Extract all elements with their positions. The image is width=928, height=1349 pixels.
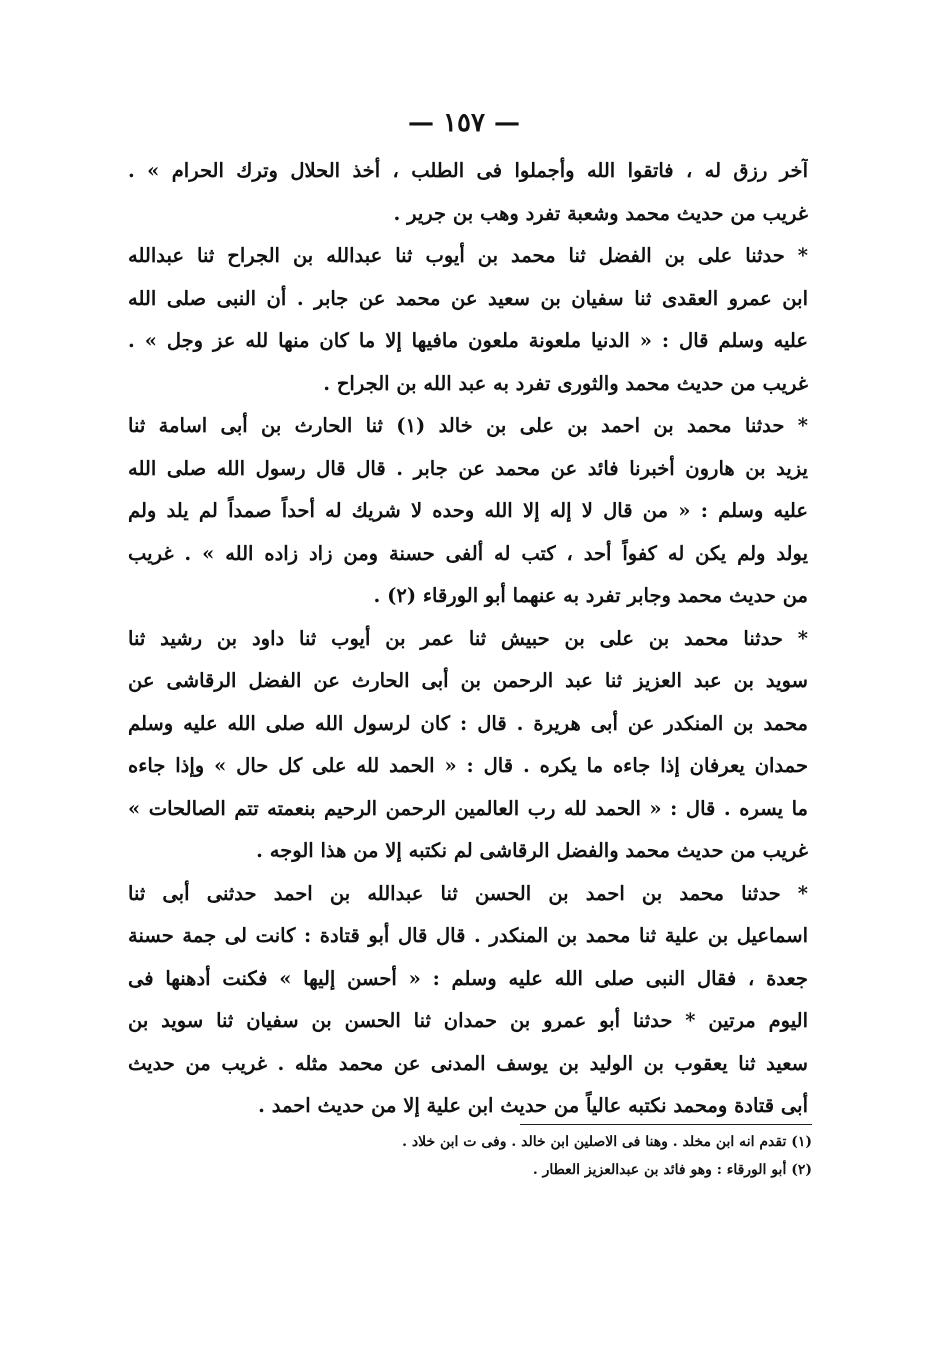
footnote: (٢) أبو الورقاء : وهو فائد بن عبدالعزيز العطار . [532, 1162, 812, 1178]
text-line: يولد ولم يكن له كفواً أحد ، كتب له ألفى حسنة ومن زاد زاده الله » . غريب [128, 541, 808, 565]
text-line: غريب من حديث محمد والفضل الرقاشى لم نكتبه إلا من هذا الوجه . [256, 839, 808, 862]
text-line: جعدة ، فقال النبى صلى الله عليه وسلم : « أحسن إليها » فكنت أدهنها فى [128, 966, 808, 990]
text-line: عليه وسلم قال : « الدنيا ملعونة ملعون مافيها إلا ما كان منها لله عز وجل » . [128, 329, 808, 352]
text-line: ابن عمرو العقدى ثنا سفيان بن سعيد عن محمد عن جابر . أن النبى صلى الله [128, 286, 808, 310]
text-line: * حدثنا على بن الفضل ثنا محمد بن أيوب ثنا عبدالله بن الجراح ثنا عبدالله [128, 244, 808, 267]
footnote-divider [520, 1124, 812, 1125]
text-line: غريب من حديث محمد وشعبة تفرد وهب بن جرير . [393, 201, 808, 225]
text-line: اسماعيل بن علية ثنا محمد بن المنكدر . قال قال أبو قتادة : كانت لى جمة حسنة [128, 924, 808, 947]
text-line: اليوم مرتين * حدثنا أبو عمرو بن حمدان ثنا الحسن بن سفيان ثنا سويد بن [128, 1009, 808, 1032]
text-line: غريب من حديث محمد والثورى تفرد به عبد الله بن الجراح . [323, 371, 808, 395]
main-text-block [128, 150, 808, 1128]
text-line: * حدثنا محمد بن على بن حبيش ثنا عمر بن أيوب ثنا داود بن رشيد ثنا [128, 626, 808, 650]
text-line: يزيد بن هارون أخبرنا فائد عن محمد عن جابر . قال قال رسول الله صلى الله [128, 456, 808, 480]
text-line: من حديث محمد وجابر تفرد به عنهما أبو الورقاء (٢) . [373, 584, 808, 607]
text-line: * حدثنا محمد بن احمد بن الحسن ثنا عبدالله بن احمد حدثنى أبى ثنا [128, 881, 808, 905]
footnotes-block [260, 1128, 812, 1184]
text-line: سويد بن عبد العزيز ثنا عبد الرحمن بن أبى الحارث عن الفضل الرقاشى عن [128, 669, 808, 692]
page-number: — ١٥٧ — [407, 108, 521, 138]
text-line: * حدثنا محمد بن احمد بن على بن خالد (١) ثنا الحارث بن أبى اسامة ثنا [128, 414, 808, 437]
text-line: محمد بن المنكدر عن أبى هريرة . قال : كان لرسول الله صلى الله عليه وسلم [128, 711, 808, 735]
text-line: آخر رزق له ، فاتقوا الله وأجملوا فى الطلب ، أخذ الحلال وترك الحرام » . [128, 159, 808, 182]
text-line: سعيد ثنا يعقوب بن الوليد بن يوسف المدنى عن محمد مثله . غريب من حديث [128, 1051, 808, 1075]
text-line: حمدان يعرفان إذا جاءه ما يكره . قال : « الحمد لله على كل حال » وإذا جاءه [128, 754, 808, 777]
text-line: ما يسره . قال : « الحمد لله رب العالمين الرحمن الرحيم بنعمته تتم الصالحات » [128, 796, 808, 820]
footnote: (١) تقدم انه ابن مخلد . وهنا فى الاصلين ابن خالد . وفى ت ابن خلاد . [402, 1134, 812, 1150]
text-line: عليه وسلم : « من قال لا إله إلا الله وحده لا شريك له أحداً صمداً لم يلد ولم [128, 499, 808, 522]
text-line: أبى قتادة ومحمد نكتبه عالياً من حديث ابن علية إلا من حديث احمد . [258, 1094, 808, 1117]
